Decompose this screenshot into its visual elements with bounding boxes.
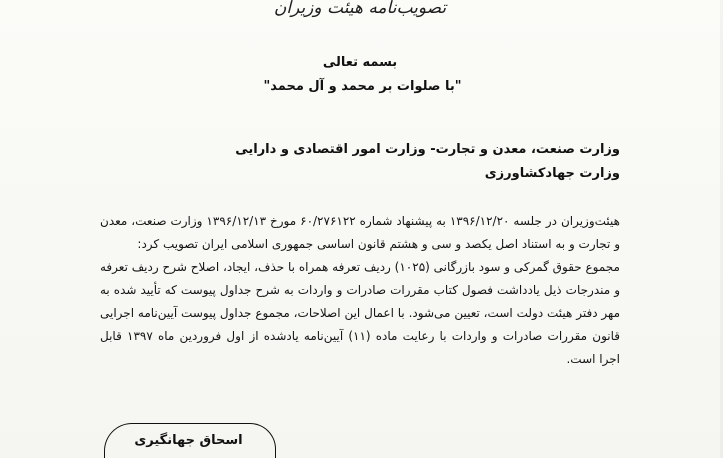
ministries-line-1: وزارت صنعت، معدن و تجارت- وزارت امور اقتصادی و دارایی bbox=[235, 142, 620, 157]
ministries-line-2: وزارت جهادکشاورزی bbox=[484, 166, 620, 181]
ministries-block bbox=[100, 138, 620, 186]
decree-body bbox=[100, 210, 620, 371]
decree-paragraph-2: مجموع حقوق گمرکی و سود بازرگانی (۱۰۲۵) ردیف تعرفه همراه با حذف، ایجاد، اصلاح شرح ردیف تعرفه و مندرجات ذیل یادداشت فصول کتاب مقررات صادرات و واردات به شرح جداول پیوست که تأیید شده به مهر دفتر هیئت دولت است، تعیین می‌شود. با اعمال این اصلاحات، مجموع جداول پیوست آیین‌نامه اجرایی قانون مقررات صادرات و واردات با رعایت ماده (۱۱) آیین‌نامه یادشده از اول فروردین ماه ۱۳۹۷ قابل اجرا است. bbox=[100, 260, 620, 366]
signatory-name: اسحاق جهانگیری bbox=[134, 433, 243, 448]
salavat-line: "با صلوات بر محمد و آل محمد" bbox=[263, 79, 462, 94]
decree-header-title: تصویب‌نامه هیئت وزیران bbox=[273, 0, 447, 18]
decree-paragraph-1: هیئت‌وزیران در جلسه ۱۳۹۶/۱۲/۲۰ به پیشنهاد شماره ۶۰/۲۷۶۱۲۲ مورخ ۱۳۹۶/۱۲/۱۳ وزارت صنعت، معدن و تجارت و به استناد اصل یکصد و سی و هشتم قانون اساسی جمهوری اسلامی ایران تصویب کرد: bbox=[100, 214, 620, 251]
bismillah-heading: بسمه تعالی bbox=[322, 55, 398, 70]
